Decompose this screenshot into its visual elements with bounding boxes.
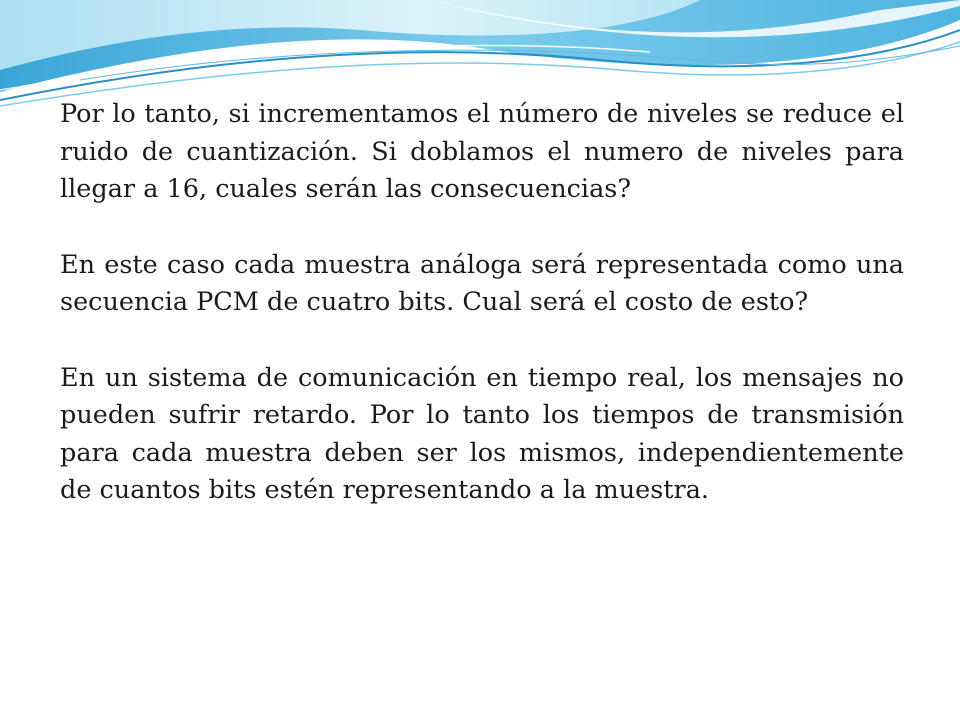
paragraph-real-time-transmission: En un sistema de comunicación en tiempo real, los mensajes no pueden sufrir retardo. Por lo tanto los tiempos de transmisión para cada muestra deben ser los mismos, independientemente de cuantos bits estén representando a la muestra.	[60, 362, 904, 505]
paragraph-quantization-noise: Por lo tanto, si incrementamos el número de niveles se reduce el ruido de cuantización. Si doblamos el numero de niveles para llegar a 16, cuales serán las consecuencias?	[60, 99, 904, 204]
paragraph-pcm-sequence: En este caso cada muestra análoga será representada como una secuencia PCM de cuatro bits. Cual será el costo de esto?	[60, 249, 904, 317]
slide-body	[60, 96, 904, 510]
